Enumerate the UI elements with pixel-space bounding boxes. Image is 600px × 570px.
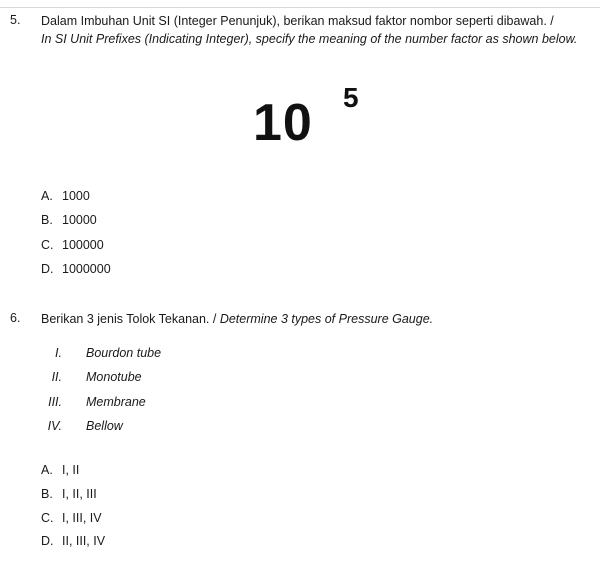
- item-numeral: IV.: [47, 419, 62, 433]
- option-letter: B.: [41, 487, 53, 501]
- q5-option-d[interactable]: [41, 262, 111, 276]
- item-text: Bellow: [86, 419, 123, 433]
- option-text: 1000: [62, 189, 90, 203]
- option-text: I, II, III: [62, 487, 97, 501]
- question-6-text: [41, 310, 586, 328]
- expression-base: 10: [253, 94, 313, 152]
- q6-option-a[interactable]: [41, 463, 79, 477]
- power-of-ten-expression: [253, 82, 359, 158]
- question-5-number: 5.: [10, 13, 21, 27]
- q6-option-b[interactable]: [41, 487, 97, 501]
- q6-option-d[interactable]: [41, 534, 105, 548]
- question-6-text-ms: Berikan 3 jenis Tolok Tekanan. /: [41, 312, 220, 326]
- option-letter: A.: [41, 463, 53, 477]
- option-letter: B.: [41, 213, 53, 227]
- q5-option-a[interactable]: [41, 189, 90, 203]
- q5-option-c[interactable]: [41, 238, 104, 252]
- option-text: 10000: [62, 213, 97, 227]
- option-letter: C.: [41, 238, 54, 252]
- item-text: Monotube: [86, 370, 142, 384]
- question-5-text-ms: Dalam Imbuhan Unit SI (Integer Penunjuk), berikan maksud faktor nombor seperti dibawah. /: [41, 14, 554, 28]
- question-6-number: 6.: [10, 311, 21, 325]
- option-text: 100000: [62, 238, 104, 252]
- option-letter: D.: [41, 262, 54, 276]
- q5-option-b[interactable]: [41, 213, 97, 227]
- item-numeral: II.: [51, 370, 62, 384]
- expression-exponent: 5: [343, 82, 359, 113]
- q6-option-c[interactable]: [41, 511, 102, 525]
- question-5-text-en: In SI Unit Prefixes (Indicating Integer), specify the meaning of the number factor as shown below.: [41, 32, 578, 46]
- question-6-text-en: Determine 3 types of Pressure Gauge.: [219, 312, 434, 326]
- question-5-text: [41, 12, 586, 48]
- option-letter: C.: [41, 511, 54, 525]
- option-text: I, II: [62, 463, 80, 477]
- item-numeral: I.: [55, 346, 62, 360]
- item-text: Bourdon tube: [86, 346, 162, 360]
- option-text: I, III, IV: [62, 511, 102, 525]
- option-text: II, III, IV: [62, 534, 106, 548]
- option-text: 1000000: [62, 262, 111, 276]
- top-divider: [0, 7, 600, 8]
- option-letter: D.: [41, 534, 54, 548]
- item-numeral: III.: [48, 395, 62, 409]
- option-letter: A.: [41, 189, 53, 203]
- item-text: Membrane: [86, 395, 146, 409]
